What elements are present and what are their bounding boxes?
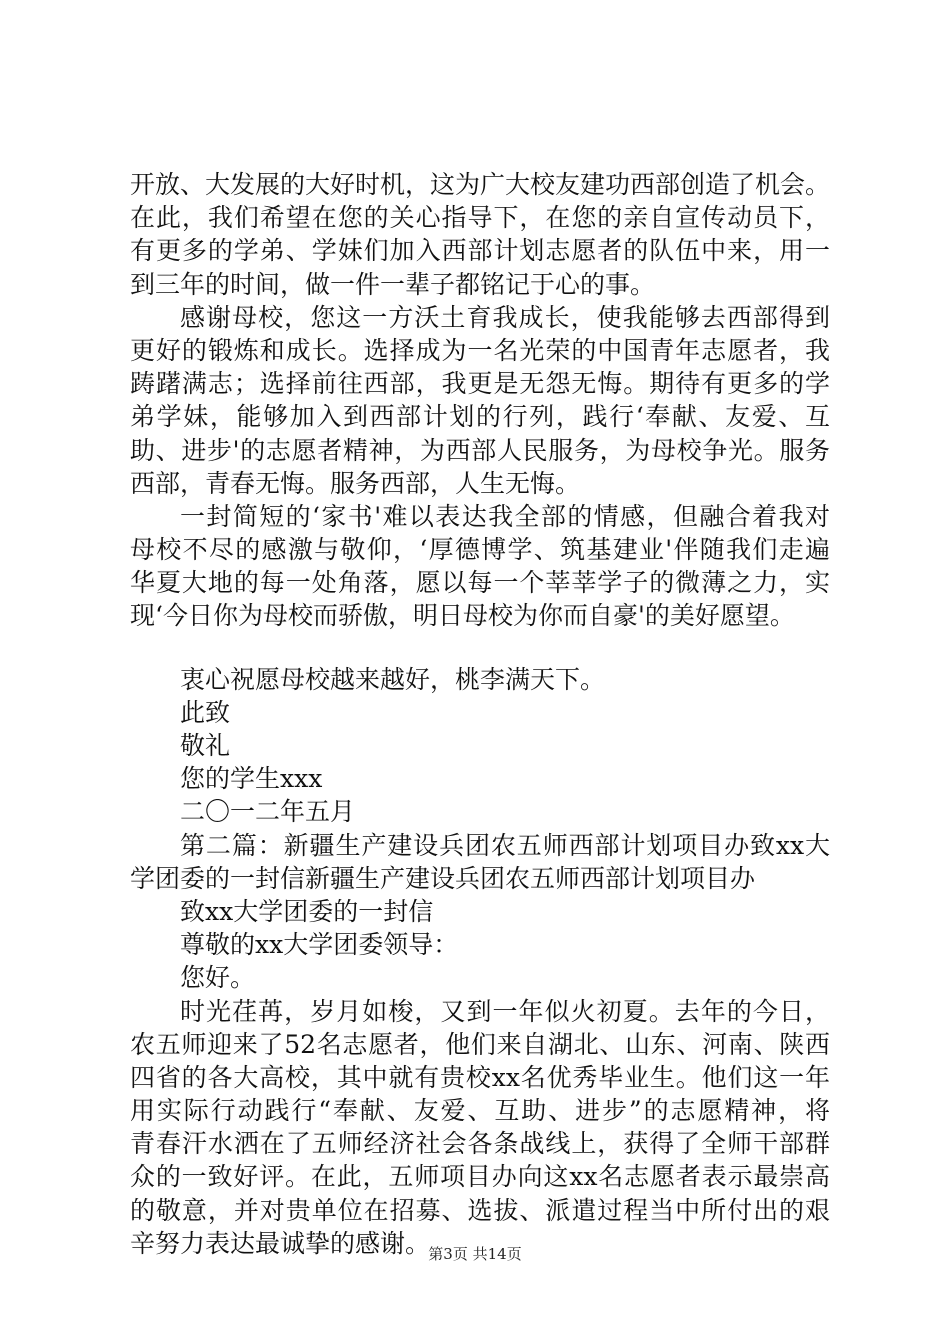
signature: 您的学生xxx — [180, 764, 323, 794]
text-line: 助、进步'的志愿者精神，为西部人民服务，为母校争光。服务 — [130, 435, 830, 465]
closing-salutation: 敬礼 — [180, 731, 231, 760]
text-line: 踌躇满志；选择前往西部，我更是无怨无悔。期待有更多的学 — [130, 369, 830, 399]
document-body — [130, 168, 830, 1260]
text-line: 众的一致好评。在此，五师项目办向这xx名志愿者表示最崇高 — [130, 1162, 830, 1192]
section-title: 学团委的一封信新疆生产建设兵团农五师西部计划项目办 — [130, 863, 756, 893]
letter-greeting: 尊敬的xx大学团委领导： — [180, 930, 459, 960]
text-line: 开放、大发展的大好时机，这为广大校友建功西部创造了机会。 — [130, 170, 831, 199]
text-line: 到三年的时间，做一件一辈子都铭记于心的事。 — [130, 269, 656, 299]
letter-greeting: 您好。 — [180, 963, 256, 993]
text-line: 现‘今日你为母校而骄傲，明日母校为你而自豪'的美好愿望。 — [130, 601, 795, 631]
paragraph-first-line: 感谢母校，您这一方沃土育我成长，使我能够去西部得到 — [180, 302, 830, 332]
paragraph-first-line: 时光荏苒，岁月如梭，又到一年似火初夏。去年的今日， — [180, 996, 830, 1026]
text-line: 四省的各大高校，其中就有贵校xx名优秀毕业生。他们这一年 — [130, 1062, 830, 1092]
text-line: 更好的锻炼和成长。选择成为一名光荣的中国青年志愿者，我 — [130, 335, 830, 365]
text-line: 辛努力表达最诚挚的感谢。 — [130, 1228, 431, 1258]
text-line: 农五师迎来了52名志愿者，他们来自湖北、山东、河南、陕西 — [130, 1029, 830, 1059]
letter-title: 致xx大学团委的一封信 — [180, 896, 434, 926]
closing-wish: 衷心祝愿母校越来越好，桃李满天下。 — [180, 664, 606, 694]
closing-salutation: 此致 — [180, 697, 231, 727]
blank-gap — [130, 633, 830, 663]
text-line: 用实际行动践行“奉献、友爱、互助、进步”的志愿精神，将 — [130, 1096, 830, 1126]
text-line: 在此，我们希望在您的关心指导下，在您的亲自宣传动员下， — [130, 203, 830, 233]
text-line: 母校不尽的感激与敬仰，‘厚德博学、筑基建业'伴随我们走遍 — [130, 535, 830, 565]
text-line: 华夏大地的每一处角落，愿以每一个莘莘学子的微薄之力，实 — [130, 568, 830, 598]
paragraph-first-line: 一封简短的‘家书'难以表达我全部的情感，但融合着我对 — [180, 501, 830, 531]
section-title: 第二篇：新疆生产建设兵团农五师西部计划项目办致xx大 — [180, 830, 830, 860]
text-line: 的敬意，并对贵单位在招募、选拔、派遣过程当中所付出的艰 — [130, 1195, 830, 1225]
signature-date: 二〇一二年五月 — [180, 797, 356, 827]
text-line: 弟学妹，能够加入到西部计划的行列，践行‘奉献、友爱、互 — [130, 402, 830, 432]
text-line: 西部，青春无悔。服务西部，人生无悔。 — [130, 468, 581, 498]
text-line: 有更多的学弟、学妹们加入西部计划志愿者的队伍中来，用一 — [130, 236, 830, 266]
page-footer: 第3页 共14页 — [428, 1245, 522, 1263]
text-line: 青春汗水洒在了五师经济社会各条战线上，获得了全师干部群 — [130, 1129, 830, 1159]
